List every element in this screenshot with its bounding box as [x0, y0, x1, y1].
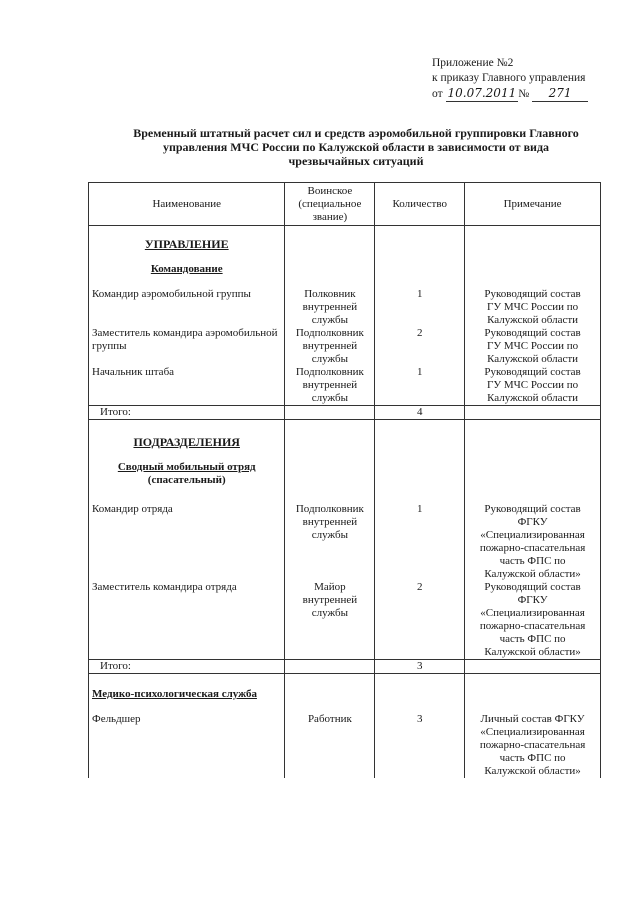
title-line-2: управления МЧС России по Калужской области в зависимости от вида — [162, 140, 550, 154]
staff-table — [88, 182, 601, 778]
rank-line: Работник — [307, 712, 352, 725]
header-rank-l1: Воинское — [307, 184, 353, 197]
rank-line: Подполковник — [295, 502, 364, 515]
row-name: Заместитель командира аэромобильной группы — [89, 327, 285, 366]
subsection-heading-command-text: Командование — [150, 262, 223, 275]
row-qty: 1 — [375, 503, 465, 581]
note-line: Калужской области» — [484, 764, 581, 777]
row-qty: 2 — [375, 327, 465, 366]
total-label-text: Итого: — [100, 659, 131, 672]
appendix-date-line — [432, 86, 588, 102]
spacer-row — [89, 449, 601, 461]
note-line: ГУ МЧС России по — [486, 339, 579, 352]
subsection-heading-detachment — [89, 461, 285, 487]
section-heading-units: ПОДРАЗДЕЛЕНИЯ — [89, 436, 285, 449]
note-line: часть ФПС по — [499, 632, 566, 645]
total-value: 4 — [375, 405, 465, 419]
total-value: 3 — [375, 659, 465, 673]
subsection-heading-l2: (спасательный) — [147, 473, 226, 486]
note-line: Калужской области» — [484, 645, 581, 658]
total-label-text: Итого: — [100, 405, 131, 418]
row-note — [465, 327, 601, 366]
subsection-heading-row — [89, 263, 601, 276]
row-name: Командир аэромобильной группы — [89, 288, 285, 327]
rank-line: внутренней — [302, 593, 358, 606]
rank-line: Подполковник — [295, 326, 364, 339]
row-rank — [285, 713, 375, 778]
table-row — [89, 581, 601, 660]
appendix-from-prefix: от — [432, 88, 443, 100]
note-line: Калужской области — [487, 352, 579, 365]
note-line: часть ФПС по — [499, 751, 566, 764]
rank-line: Полковник — [304, 287, 356, 300]
table-row — [89, 713, 601, 778]
rank-line: внутренней — [302, 515, 358, 528]
rank-line: внутренней — [302, 300, 358, 313]
handwritten-number: 271 — [532, 86, 588, 102]
header-name: Наименование — [89, 183, 285, 226]
appendix-num-prefix: № — [518, 88, 530, 100]
row-name: Фельдшер — [89, 713, 285, 778]
note-line: ГУ МЧС России по — [486, 300, 579, 313]
section-heading-management: УПРАВЛЕНИЕ — [89, 238, 285, 251]
table-header-row — [89, 183, 601, 226]
spacer-row — [89, 701, 601, 713]
spacer-row — [89, 276, 601, 288]
note-line: Руководящий состав — [484, 365, 581, 378]
appendix-line-1: Приложение №2 — [432, 57, 514, 69]
rank-line: внутренней — [302, 378, 358, 391]
row-name: Командир отряда — [89, 503, 285, 581]
note-line: Руководящий состав — [484, 287, 581, 300]
section-heading-row — [89, 238, 601, 251]
spacer-row — [89, 419, 601, 436]
note-line: ФГКУ — [517, 515, 548, 528]
table-row — [89, 288, 601, 327]
rank-line: Майор — [314, 580, 346, 593]
spacer-row — [89, 673, 601, 688]
row-note — [465, 713, 601, 778]
total-label — [89, 659, 285, 673]
row-qty: 1 — [375, 288, 465, 327]
rank-line: службы — [311, 391, 348, 404]
rank-line: службы — [311, 352, 348, 365]
header-rank-l3: звание) — [312, 210, 348, 223]
note-line: Руководящий состав — [484, 580, 581, 593]
note-line: ФГКУ — [517, 593, 548, 606]
title-line-3: чрезвычайных ситуаций — [288, 154, 424, 168]
header-rank-l2: (специальное — [298, 197, 362, 210]
row-qty: 3 — [375, 713, 465, 778]
subsection-heading-l1: Сводный мобильный отряд — [117, 460, 256, 473]
subsection-heading-row — [89, 461, 601, 487]
appendix-block — [432, 56, 588, 102]
note-line: «Специализированная — [480, 528, 585, 541]
note-line: Калужской области» — [484, 567, 581, 580]
row-rank — [285, 288, 375, 327]
subsection-heading-command — [89, 263, 285, 276]
table-row — [89, 366, 601, 406]
rank-line: внутренней — [302, 339, 358, 352]
note-line: пожарно-спасательная — [479, 541, 586, 554]
total-label — [89, 405, 285, 419]
spacer-row — [89, 251, 601, 263]
document-title — [96, 126, 616, 168]
header-rank — [285, 183, 375, 226]
rank-line: службы — [311, 528, 348, 541]
rank-line: службы — [311, 313, 348, 326]
row-note — [465, 503, 601, 581]
note-line: «Специализированная — [480, 725, 585, 738]
handwritten-date: 10.07.2011 — [447, 86, 517, 100]
table-row — [89, 503, 601, 581]
section-heading-row — [89, 688, 601, 701]
row-rank — [285, 581, 375, 660]
row-note — [465, 366, 601, 406]
row-rank — [285, 327, 375, 366]
note-line: Калужской области — [487, 391, 579, 404]
row-rank — [285, 503, 375, 581]
row-rank — [285, 366, 375, 406]
table-row — [89, 327, 601, 366]
title-line-1: Временный штатный расчет сил и средств аэромобильной группировки Главного — [133, 126, 579, 140]
row-name: Начальник штаба — [89, 366, 285, 406]
note-line: Руководящий состав — [484, 326, 581, 339]
section-heading-medical: Медико-психологическая служба — [89, 688, 285, 701]
row-note — [465, 581, 601, 660]
note-line: пожарно-спасательная — [479, 619, 586, 632]
rank-line: службы — [311, 606, 348, 619]
row-qty: 1 — [375, 366, 465, 406]
row-name: Заместитель командира отряда — [89, 581, 285, 660]
header-note: Примечание — [465, 183, 601, 226]
section-heading-row — [89, 436, 601, 449]
row-qty: 2 — [375, 581, 465, 660]
note-line: Руководящий состав — [484, 502, 581, 515]
note-line: часть ФПС по — [499, 554, 566, 567]
spacer-row — [89, 487, 601, 503]
total-row — [89, 405, 601, 419]
total-row — [89, 659, 601, 673]
note-line: ГУ МЧС России по — [486, 378, 579, 391]
spacer-row — [89, 226, 601, 238]
header-qty: Количество — [375, 183, 465, 226]
note-line: пожарно-спасательная — [479, 738, 586, 751]
note-line: Личный состав ФГКУ — [480, 712, 585, 725]
note-line: «Специализированная — [480, 606, 585, 619]
appendix-line-2: к приказу Главного управления — [432, 72, 586, 84]
rank-line: Подполковник — [295, 365, 364, 378]
note-line: Калужской области — [487, 313, 579, 326]
row-note — [465, 288, 601, 327]
